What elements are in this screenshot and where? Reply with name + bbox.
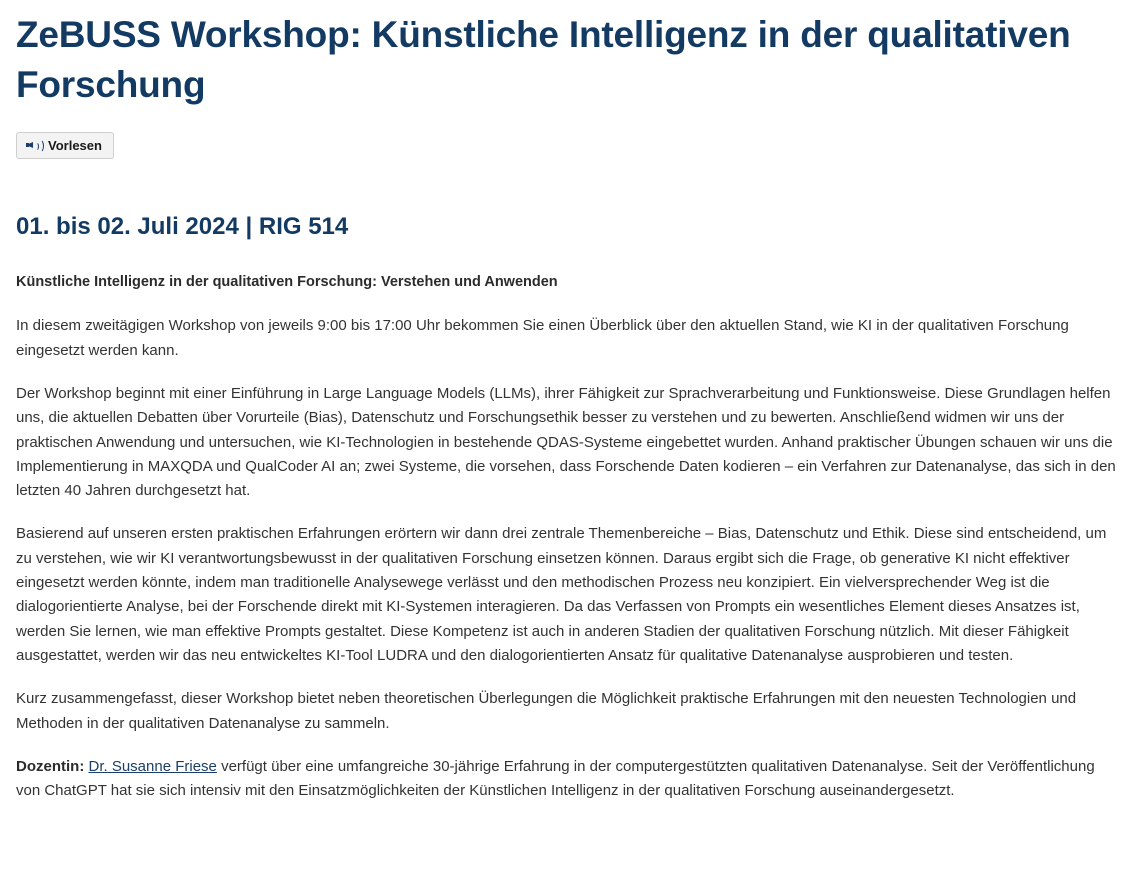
speaker-icon (26, 139, 41, 152)
read-aloud-button[interactable] (16, 132, 114, 159)
event-date-heading: 01. bis 02. Juli 2024 | RIG 514 (16, 212, 349, 240)
lecturer-paragraph (16, 755, 1120, 804)
page-title: ZeBUSS Workshop: Künstliche Intelligenz in der qualitativen Forschung (16, 14, 1071, 105)
paragraph-4: Kurz zusammengefasst, dieser Workshop bietet neben theoretischen Überlegungen die Möglichkeit praktische Erfahrungen mit den neuesten Technologien und Methoden in der qualitativen Datenanalyse zu sammeln. (16, 690, 1077, 732)
read-aloud-label: Vorlesen (48, 137, 102, 153)
lecturer-label: Dozentin: (16, 757, 85, 775)
workshop-subtitle: Künstliche Intelligenz in der qualitativen Forschung: Verstehen und Anwenden (16, 274, 558, 291)
page-container (0, 10, 1136, 823)
lecturer-link[interactable]: Dr. Susanne Friese (88, 757, 217, 775)
lecturer-description: verfügt über eine umfangreiche 30-jährige Erfahrung in der computergestützten qualitativen Datenanalyse. Seit der Veröffentlichung von ChatGPT hat sie sich intensiv mit den Einsatzmöglichkeiten der Künstlichen Intelligenz in der qualitativen Forschung auseinandergesetzt. (16, 757, 1095, 800)
paragraph-1: In diesem zweitägigen Workshop von jeweils 9:00 bis 17:00 Uhr bekommen Sie einen Überblick über den aktuellen Stand, wie KI in der qualitativen Forschung eingesetzt werden kann. (16, 317, 1069, 359)
paragraph-2: Der Workshop beginnt mit einer Einführung in Large Language Models (LLMs), ihrer Fähigkeit zur Sprachverarbeitung und Funktionsweise. Diese Grundlagen helfen uns, die aktuellen Debatten über Vorurteile (Bias), Datenschutz und Forschungsethik besser zu verstehen und zu bewerten. Anschließend widmen wir uns der praktischen Anwendung und untersuchen, wie KI-Technologien in bestehende QDAS-Systeme eingebettet wurden. Anhand praktischer Übungen schauen wir uns die Implementierung in MAXQDA und QualCoder AI an; zwei Systeme, die vorsehen, dass Forschende Daten kodieren – ein Verfahren zur Datenanalyse, das sich in den letzten 40 Jahren durchgesetzt hat. (16, 384, 1116, 500)
readspeaker-bar (16, 132, 1120, 159)
paragraph-3: Basierend auf unseren ersten praktischen Erfahrungen erörtern wir dann drei zentrale Themenbereiche – Bias, Datenschutz und Ethik. Diese sind entscheidend, um zu verstehen, wie wir KI verantwortungsbewusst in der qualitativen Forschung einsetzen können. Daraus ergibt sich die Frage, ob generative KI nicht effektiver eingesetzt werden könnte, indem man traditionelle Analysewege verlässt und den methodischen Prozess neu konzipiert. Ein vielversprechender Weg ist die dialogorientierte Analyse, bei der Forschende direkt mit KI-Systemen interagieren. Da das Verfassen von Prompts ein wesentliches Element dieses Ansatzes ist, werden Sie lernen, wie man effektive Prompts gestaltet. Diese Kompetenz ist auch in anderen Stadien der qualitativen Forschung nützlich. Mit dieser Fähigkeit ausgestattet, werden wir das neu entwickeltes KI-Tool LUDRA und den dialogorientierten Ansatz für qualitative Datenanalyse ausprobieren und testen. (16, 525, 1107, 664)
